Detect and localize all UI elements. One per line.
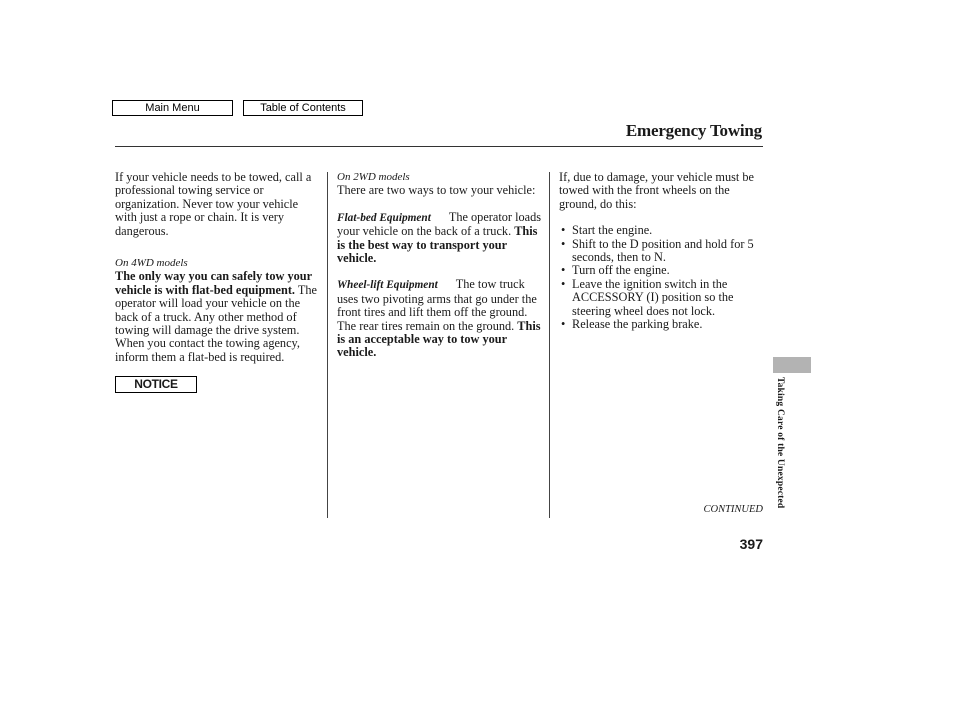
wheellift-paragraph: [337, 278, 543, 359]
column-middle: [337, 171, 543, 360]
list-item: • Release the parking brake.: [559, 318, 763, 331]
model-label-4wd: On 4WD models: [115, 257, 188, 270]
wheellift-text: The tow truck uses two pivoting arms that go under the front tires and lift them off the ground. The rear tires remain on the ground.: [337, 277, 537, 333]
list-item: • Shift to the D position and hold for 5 seconds, then to N.: [559, 238, 763, 265]
flatbed-paragraph: [337, 211, 543, 266]
column-left: [115, 171, 320, 393]
two-ways-intro: There are two ways to tow your vehicle:: [337, 183, 536, 198]
wheellift-bold: This is an acceptable way to tow your vehicle.: [337, 318, 541, 360]
title-divider: [115, 146, 763, 147]
flatbed-heading: Flat-bed Equipment: [337, 211, 431, 224]
page-title: Emergency Towing: [625, 121, 762, 140]
section-tab-label: Taking Care of the Unexpected: [775, 377, 785, 509]
flatbed-warning: [115, 270, 320, 364]
list-item: • Turn off the engine.: [559, 264, 763, 277]
wheellift-heading: Wheel-lift Equipment: [337, 279, 438, 292]
main-menu-button[interactable]: Main Menu: [112, 100, 233, 116]
front-wheels-intro: If, due to damage, your vehicle must be towed with the front wheels on the ground, do this:: [559, 170, 754, 211]
flatbed-warning-bold: The only way you can safely tow your vehicle is with flat-bed equipment.: [115, 269, 312, 297]
towing-steps-list: [559, 224, 763, 331]
page-number: 397: [739, 536, 763, 552]
flatbed-warning-text: The operator will load your vehicle on the back of a truck. Any other method of towing will damage the drive system. When you contact the towing agency, inform them a flat-bed is required.: [115, 282, 317, 364]
column-divider: [549, 172, 550, 518]
model-label-2wd: On 2WD models: [337, 171, 410, 183]
notice-badge[interactable]: NOTICE: [115, 376, 197, 393]
flatbed-bold: This is the best way to transport your vehicle.: [337, 224, 538, 266]
list-item: • Leave the ignition switch in the ACCESSORY (I) position so the steering wheel does not lock.: [559, 278, 763, 318]
flatbed-text: The operator loads your vehicle on the back of a truck.: [337, 209, 542, 239]
towing-intro: If your vehicle needs to be towed, call a professional towing service or organization. Never tow your vehicle with just a rope or chain. It is very dangerous.: [115, 170, 312, 238]
list-item: • Start the engine.: [559, 224, 763, 237]
column-divider: [327, 172, 328, 518]
section-tab-marker: [773, 357, 811, 373]
table-of-contents-button[interactable]: Table of Contents: [243, 100, 363, 116]
column-right: [559, 171, 763, 331]
continued-label: CONTINUED: [703, 504, 763, 515]
